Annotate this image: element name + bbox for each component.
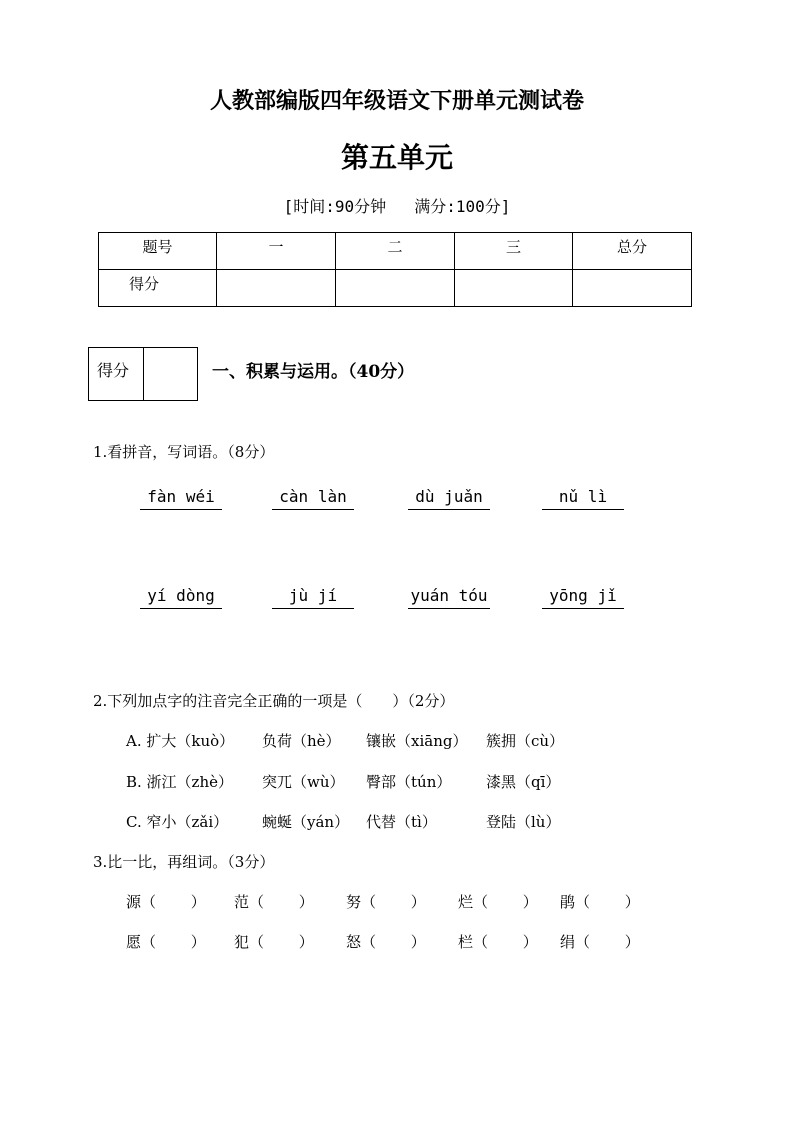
section-score-box	[88, 347, 198, 401]
q2-option-item[interactable]: A. 扩大（kuò）	[126, 732, 235, 750]
score-table-score-row	[99, 270, 692, 307]
score-table-cell: 题号	[99, 233, 217, 270]
answer-line	[542, 509, 624, 510]
pinyin-write-item[interactable]	[272, 586, 354, 610]
answer-line	[140, 608, 222, 609]
section-score-label: 得分	[89, 348, 144, 400]
question-2: 2.下列加点字的注音完全正确的一项是（ ）（2分）	[93, 692, 455, 710]
answer-line	[408, 608, 490, 609]
score-input-cell[interactable]	[336, 270, 455, 307]
word-blank-item[interactable]: 鹃（ ）	[560, 893, 640, 911]
score-table-cell: 一	[217, 233, 336, 270]
exam-time: [时间:90分钟	[283, 197, 387, 216]
answer-line	[542, 608, 624, 609]
score-input-cell[interactable]	[455, 270, 573, 307]
word-blank-item[interactable]: 犯（ ）	[234, 933, 314, 951]
pinyin-text: yí dòng	[147, 586, 215, 605]
answer-line	[272, 608, 354, 609]
section-title: 一、积累与运用。（40分）	[212, 362, 415, 382]
q2-option-item: 突兀（wù）	[262, 773, 345, 791]
q2-option-item[interactable]: C. 窄小（zǎi）	[126, 813, 229, 831]
word-blank-item[interactable]: 怒（ ）	[346, 933, 426, 951]
q2-option-item: 蜿蜒（yán）	[262, 813, 350, 831]
pinyin-write-item[interactable]	[542, 586, 624, 610]
word-blank-item[interactable]: 愿（ ）	[126, 933, 206, 951]
score-input-cell[interactable]	[217, 270, 336, 307]
word-blank-item[interactable]: 烂（ ）	[458, 893, 538, 911]
q2-option-item: 代替（tì）	[366, 813, 437, 831]
pinyin-write-item[interactable]	[140, 586, 222, 610]
score-table-header-row	[99, 233, 692, 270]
pinyin-text: càn làn	[279, 487, 347, 506]
pinyin-text: dù juǎn	[415, 487, 483, 506]
paper-title: 人教部编版四年级语文下册单元测试卷	[209, 88, 584, 114]
answer-line	[140, 509, 222, 510]
score-table-cell: 得分	[99, 270, 217, 307]
word-blank-item[interactable]: 范（ ）	[234, 893, 314, 911]
word-blank-item[interactable]: 源（ ）	[126, 893, 206, 911]
answer-line	[408, 509, 490, 510]
question-1: 1.看拼音，写词语。（8分）	[93, 443, 275, 461]
exam-info	[0, 194, 794, 217]
word-blank-item[interactable]: 努（ ）	[346, 893, 426, 911]
score-table	[98, 232, 692, 307]
score-table-cell: 总分	[573, 233, 692, 270]
question-3: 3.比一比，再组词。（3分）	[93, 853, 275, 871]
score-table-cell: 三	[455, 233, 573, 270]
pinyin-write-item[interactable]	[408, 487, 490, 511]
answer-line	[272, 509, 354, 510]
q2-option-item: 漆黑（qī）	[486, 773, 561, 791]
pinyin-text: yōng jǐ	[549, 586, 617, 605]
pinyin-write-item[interactable]	[272, 487, 354, 511]
pinyin-write-item[interactable]	[542, 487, 624, 511]
q2-option-item: 臀部（tún）	[366, 773, 452, 791]
pinyin-text: jù jí	[288, 586, 338, 605]
pinyin-write-item[interactable]	[140, 487, 222, 511]
pinyin-text: fàn wéi	[147, 487, 215, 506]
score-table-cell: 二	[336, 233, 455, 270]
pinyin-write-item[interactable]	[408, 586, 490, 610]
unit-title: 第五单元	[340, 141, 453, 174]
pinyin-text: nǔ lì	[558, 487, 608, 506]
q2-option-item: 登陆（lù）	[486, 813, 561, 831]
word-blank-item[interactable]: 绢（ ）	[560, 933, 640, 951]
q2-option-item: 簇拥（cù）	[486, 732, 565, 750]
exam-full-score: 满分:100分]	[414, 197, 511, 216]
q2-option-item: 镶嵌（xiāng）	[366, 732, 468, 750]
pinyin-text: yuán tóu	[410, 586, 488, 605]
q2-option-item[interactable]: B. 浙江（zhè）	[126, 773, 233, 791]
score-input-cell[interactable]	[573, 270, 692, 307]
word-blank-item[interactable]: 栏（ ）	[458, 933, 538, 951]
q2-option-item: 负荷（hè）	[262, 732, 341, 750]
